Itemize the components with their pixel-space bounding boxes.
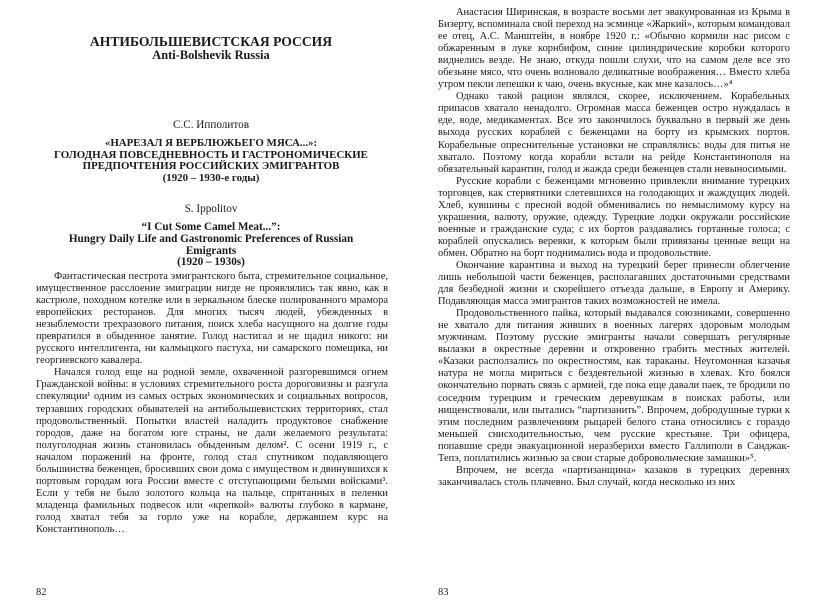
author-name-ru: С.С. Ипполитов bbox=[172, 119, 249, 131]
paragraph: Фантастическая пестрота эмигрантского быта, стремительное социальное, имущественное расслоение эмиграции нигде не проявлялись так явно, как в кастрюле, походном котелке или в зеркальном блеске полированного мрамора европейских ресторанов. Для многих тысяч людей, убежденных в незыблемости трехразового питания, поиск хлеба насущного на долгие годы превратился в обыденное занятие. Голод настигал и не щадил никого: ни русского интеллигента, ни калмыцкого пастуха, ни самарского помещика, ни георгиевского кавалера. bbox=[36, 271, 388, 367]
page-number: 83 bbox=[438, 587, 449, 598]
title-en-line: (1920 – 1930s) bbox=[177, 256, 245, 269]
title-en-line: Hungry Daily Life and Gastronomic Preferences of Russian bbox=[68, 232, 354, 245]
paragraph: Продовольственного пайка, который выдавался союзниками, совершенно не хватало для питания живших в военных лагерях здоровым молодым мужчинам. Поэтому русские эмигранты начали совершать регулярные вылазки в окрестные деревни и откровенно грабить местных жителей. «Казаки расползались по окрестностям, как тараканы. Неугомонная казачья натура не могла мириться с бездеятельной жизнью в хлевах. Кто боялся окончательно порвать связь с армией, где пока еще давали паек, те бродили по соседним турецким и греческим деревушкам в поисках работы, или нищенствовали, или пытались “партизанить”. Впрочем, добродушные турки к этим последним развлечениям рыцарей белого стана относились с гораздо меньшей снисходительностью, чем русские крестьяне. Три офицера, попавшие среди эвакуационной неразберихи вместо Галлиполи в Санджак-Тепэ, поплатились жизнью за свои старые добровольческие замашки»⁵. bbox=[438, 308, 790, 464]
title-ru-line: «НАРЕЗАЛ Я ВЕРБЛЮЖЬЕГО МЯСА...»: bbox=[104, 137, 318, 149]
page-number: 82 bbox=[36, 587, 47, 598]
paragraph: Окончание карантина и выход на турецкий берег принесли облегчение лишь небольшой части беженцев, располагавших достаточными средствами для безбедной жизни и скорейшего отъезда дальше, в Европу и Америку. Подавляющая масса эмигрантов таких возможностей не имела. bbox=[438, 259, 790, 308]
paragraph: Однако такой рацион являлся, скорее, исключением. Корабельных припасов хватало ненадолго. Огромная масса беженцев остро нуждалась в еде, воде, медикаментах. Все это закончилось буквально в первый же день выхода русских кораблей с беженцами на борту из крымских портов. Корабельные опреснительные установки не справлялись: воды для питья не хватало. Поэтому когда корабли встали на рейде Константинополя на обязательный карантин, голод и жажда среди беженцев стали невыносимыми. bbox=[438, 91, 790, 175]
right-body-text bbox=[438, 7, 790, 489]
article-title-en bbox=[36, 222, 386, 269]
author-name-en: S. Ippolitov bbox=[184, 203, 238, 215]
title-ru-line: ПРЕДПОЧТЕНИЯ РОССИЙСКИХ ЭМИГРАНТОВ bbox=[82, 160, 340, 173]
title-ru-line: ГОЛОДНАЯ ПОВСЕДНЕВНОСТЬ И ГАСТРОНОМИЧЕСКИЕ bbox=[54, 148, 368, 161]
right-page bbox=[410, 0, 820, 609]
title-ru-line: (1920 – 1930-е годы) bbox=[162, 171, 260, 184]
paragraph: Русские корабли с беженцами мгновенно привлекли внимание турецких торговцев, как стервятники слетевшихся на голодающих и жаждущих людей. Хлеб, кувшины с пресной водой обменивались по немыслимому курсу на украшения, валюту, оружие, одежду. Турецкие лодки окружали российские военные и гражданские суда; с их бортов раздавались гортанные голоса; с кораблей опускались веревки, к которым были привязаны ценные вещи на обмен. Обратно на борт поднимались вода и продовольствие. bbox=[438, 175, 790, 259]
title-en-line: “I Cut Some Camel Meat...”: bbox=[141, 221, 281, 233]
section-title: АНТИБОЛЬШЕВИСТСКАЯ РОССИЯ bbox=[89, 34, 333, 49]
left-body-text bbox=[36, 271, 388, 536]
paragraph: Впрочем, не всегда «партизанщина» казаков в турецких деревнях заканчивалась столь плачевно. Был случай, когда несколько из них bbox=[438, 464, 790, 488]
section-subtitle: Anti-Bolshevik Russia bbox=[152, 48, 270, 62]
paragraph: Начался голод еще на родной земле, охваченной разгоревшимся огнем Гражданской войны: в условиях стремительного роста дороговизны и разгула спекуляции¹ одним из самых острых экономических и социальных вопросов, терзавших городских обывателей на антибольшевистских территориях, стал продовольственный. Попытки властей наладить продуктовое снабжение городов, даже на богатом юге страны, не дали желаемого результата: полуголодная жизнь становилась обыденным делом². С осени 1919 г., с началом поражений на фронте, голод стал спутником подавляющего большинства беженцев, бросивших свои дома с имуществом и двинувшихся к портовым городам юга России вместе с отступающими белыми войсками³. Если у тебя не было золотого кольца на пальце, спрятанных в пеленки младенца фамильных подвесок или «крепкой» валюты глубоко в кармане, голод хватал тебя за горло уже на корабле, державшем курс на Константинополь… bbox=[36, 367, 388, 535]
article-title-ru bbox=[36, 138, 386, 184]
title-en-line: Emigrants bbox=[185, 244, 237, 257]
paragraph: Анастасия Ширинская, в возрасте восьми лет эвакуированная из Крыма в Бизерту, вспоминала свой переход на эсминце «Жаркий», которым командовал ее отец, А.С. Манштейн, в ноябре 1920 г.: «Обычно кормили нас рисом с обжаренным в луке корнбифом, синие цилиндрические коробки которого виднелись везде. Не знаю, откуда пошли слухи, что на самом деле все это обезьяне мясо, что очень волновало деликатные воображения… Вместо хлеба утром пекли лепешки к чаю, очень вкусные, как мне казалось…»⁴ bbox=[438, 7, 790, 91]
